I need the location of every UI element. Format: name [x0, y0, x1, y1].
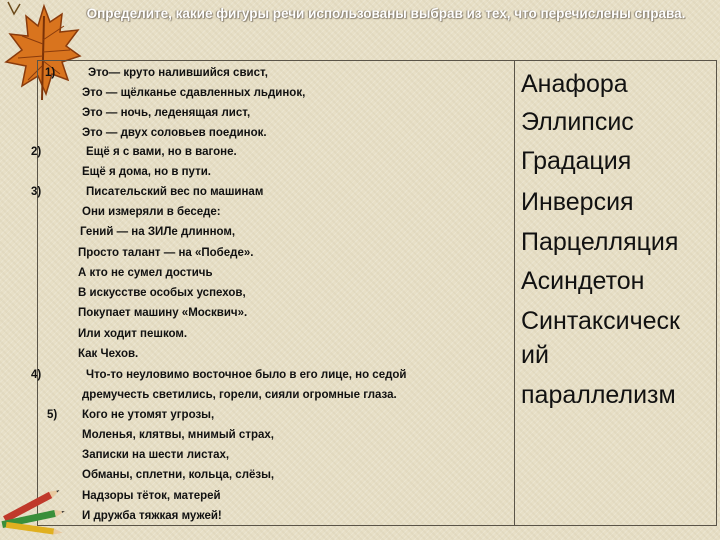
- poem-line: Надзоры тёток, матерей: [82, 490, 221, 502]
- term-option: Анафора: [521, 70, 628, 98]
- column-divider: [514, 61, 515, 525]
- poem-line: Это — двух соловьев поединок.: [82, 127, 267, 139]
- poem-line: Как Чехов.: [78, 348, 139, 360]
- term-option: ий: [521, 341, 549, 369]
- term-option: Асиндетон: [521, 267, 645, 295]
- poem-line: Это — ночь, леденящая лист,: [82, 107, 251, 119]
- poem-line: Гений — на ЗИЛе длинном,: [80, 226, 236, 238]
- poem-line: дремучесть светились, горели, сияли огромные глаза.: [82, 389, 397, 401]
- poem-line: А кто не сумел достичь: [78, 267, 213, 279]
- item-number: 5): [47, 409, 58, 421]
- term-option: Эллипсис: [521, 108, 634, 136]
- term-option: Градация: [521, 147, 632, 175]
- term-option: параллелизм: [521, 381, 676, 409]
- poem-line: Они измеряли в беседе:: [82, 206, 221, 218]
- poem-line: Кого не утомят угрозы,: [82, 409, 215, 421]
- pencils-icon: [0, 470, 72, 540]
- poem-line: Писательский вес по машинам: [86, 186, 264, 198]
- poem-line: Ещё я с вами, но в вагоне.: [86, 146, 237, 158]
- term-option: Парцелляция: [521, 228, 679, 256]
- poem-line: Это— круто налившийся свист,: [88, 67, 268, 79]
- poem-line: Ещё я дома, но в пути.: [82, 166, 211, 178]
- term-option: Синтаксическ: [521, 307, 680, 335]
- poem-line: Моленья, клятвы, мнимый страх,: [82, 429, 274, 441]
- poem-line: В искусстве особых успехов,: [78, 287, 246, 299]
- poem-line: Обманы, сплетни, кольца, слёзы,: [82, 469, 275, 481]
- poem-line: Покупает машину «Москвич».: [78, 307, 248, 319]
- item-number: 3): [31, 186, 42, 198]
- item-number: 4): [31, 369, 42, 381]
- page-title: Определите, какие фигуры речи использованы выбрав из тех, что перечислены справа.: [86, 6, 686, 21]
- poem-line: Это — щёлканье сдавленных льдинок,: [82, 87, 306, 99]
- item-number: 1): [45, 67, 56, 79]
- poem-line: Что-то неуловимо восточное было в его лице, но седой: [86, 369, 407, 381]
- poem-line: Или ходит пешком.: [78, 328, 188, 340]
- poem-line: И дружба тяжкая мужей!: [82, 510, 222, 522]
- poem-line: Записки на шести листах,: [82, 449, 230, 461]
- term-option: Инверсия: [521, 188, 634, 216]
- item-number: 2): [31, 146, 42, 158]
- poem-line: Просто талант — на «Победе».: [78, 247, 254, 259]
